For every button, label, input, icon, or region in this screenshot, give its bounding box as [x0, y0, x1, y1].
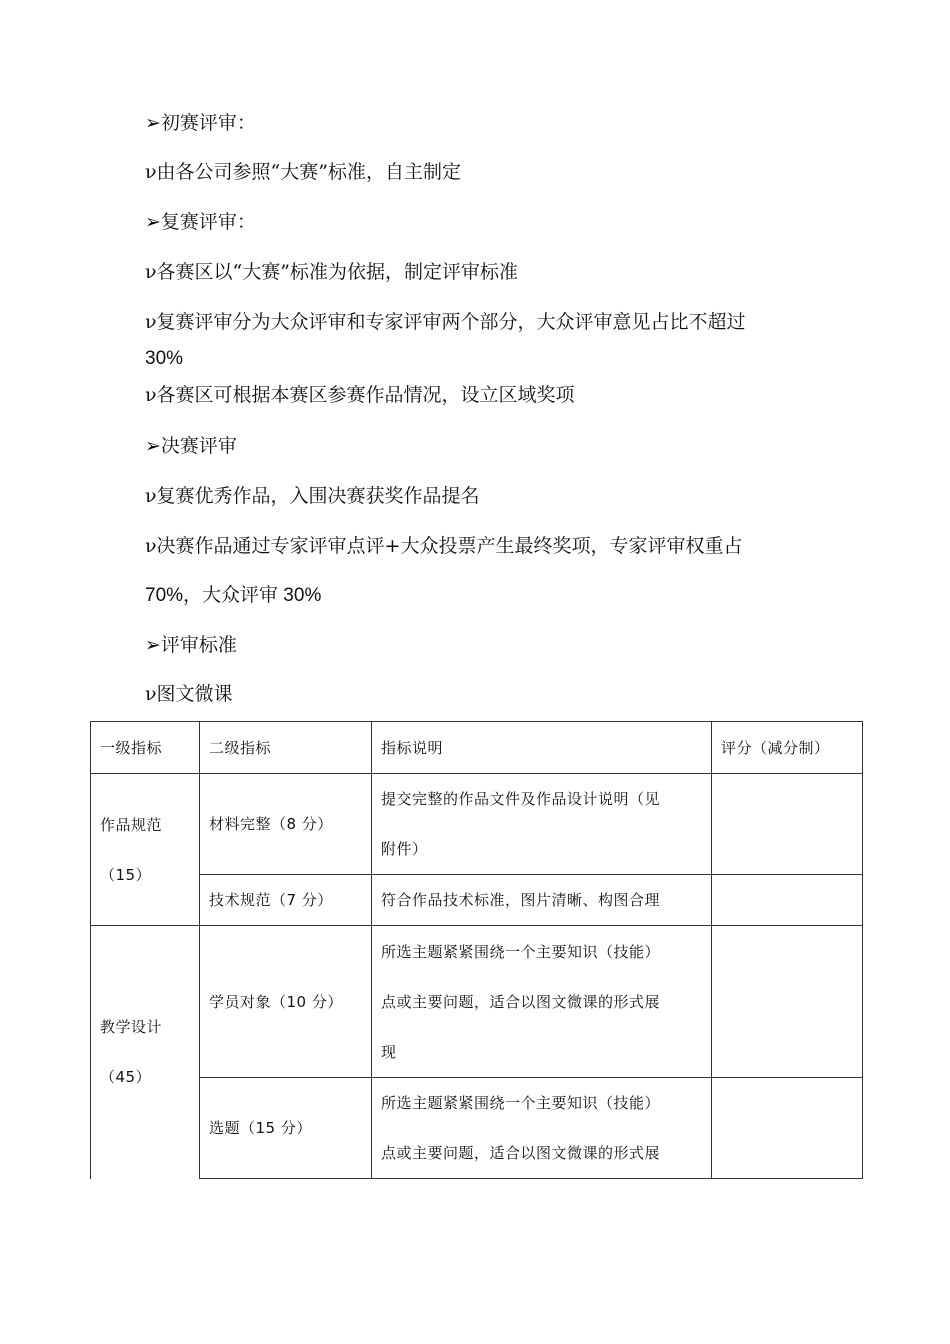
desc-line: 所选主题紧紧围绕一个主要知识（技能） — [381, 1094, 661, 1112]
score-cell — [712, 1078, 863, 1179]
header-level1: 一级指标 — [91, 722, 200, 774]
group-points: （15） — [100, 865, 152, 884]
bullet-regional-awards: ν各赛区可根据本赛区参赛作品情况，设立区域奖项 — [145, 384, 575, 406]
item-cell: 技术规范（7 分） — [200, 875, 372, 926]
desc-line: 点或主要问题，适合以图文微课的形式展 — [381, 1144, 661, 1162]
desc-line: 提交完整的作品文件及作品设计说明（见 — [381, 790, 661, 808]
bullet-final-weighting: ν决赛作品通过专家评审点评+大众投票产生最终奖项，专家评审权重占 — [145, 535, 743, 557]
score-cell — [712, 774, 863, 875]
header-description: 指标说明 — [372, 722, 712, 774]
group-name: 教学设计 — [100, 1018, 163, 1037]
group-cell — [91, 926, 200, 1179]
desc-cell — [372, 774, 712, 875]
item-cell: 材料完整（8 分） — [200, 774, 372, 875]
table-row — [91, 875, 863, 926]
bullet-preliminary-standard: ν由各公司参照“大赛”标准，自主制定 — [145, 161, 461, 183]
score-cell — [712, 926, 863, 1078]
heading-review-criteria: ➢评审标准 — [145, 634, 237, 656]
heading-preliminary-review: ➢初赛评审： — [145, 112, 256, 134]
desc-line: 点或主要问题，适合以图文微课的形式展 — [381, 992, 661, 1011]
bullet-semifinal-standard: ν各赛区以“大赛”标准为依据，制定评审标准 — [145, 261, 518, 283]
group-name: 作品规范 — [100, 815, 163, 834]
desc-line: 附件） — [381, 840, 428, 858]
desc-cell — [372, 875, 712, 926]
table-row — [91, 926, 863, 1078]
group-points: （45） — [100, 1068, 152, 1087]
table-header-row — [91, 722, 863, 774]
heading-semifinal-review: ➢复赛评审： — [145, 211, 256, 233]
bullet-final-nomination: ν复赛优秀作品，入围决赛获奖作品提名 — [145, 485, 480, 507]
desc-cell — [372, 926, 712, 1078]
desc-cell — [372, 1078, 712, 1179]
desc-line: 现 — [381, 1042, 397, 1061]
criteria-table — [90, 721, 863, 1179]
score-cell — [712, 875, 863, 926]
bullet-semifinal-split-cont: 30% — [145, 348, 184, 369]
desc-line: 符合作品技术标准，图片清晰、构图合理 — [381, 891, 661, 909]
bullet-semifinal-split: ν复赛评审分为大众评审和专家评审两个部分，大众评审意见占比不超过 — [145, 311, 746, 333]
header-level2: 二级指标 — [200, 722, 372, 774]
item-cell: 学员对象（10 分） — [200, 926, 372, 1078]
table-row — [91, 774, 863, 875]
header-score: 评分（减分制） — [712, 722, 863, 774]
bullet-final-weighting-cont: 70%，大众评审 30% — [145, 585, 322, 606]
table-row — [91, 1078, 863, 1179]
group-cell — [91, 774, 200, 926]
desc-line: 所选主题紧紧围绕一个主要知识（技能） — [381, 942, 661, 961]
item-cell: 选题（15 分） — [200, 1078, 372, 1179]
heading-final-review: ➢决赛评审 — [145, 435, 237, 457]
bullet-graphic-microcourse: ν图文微课 — [145, 683, 233, 705]
